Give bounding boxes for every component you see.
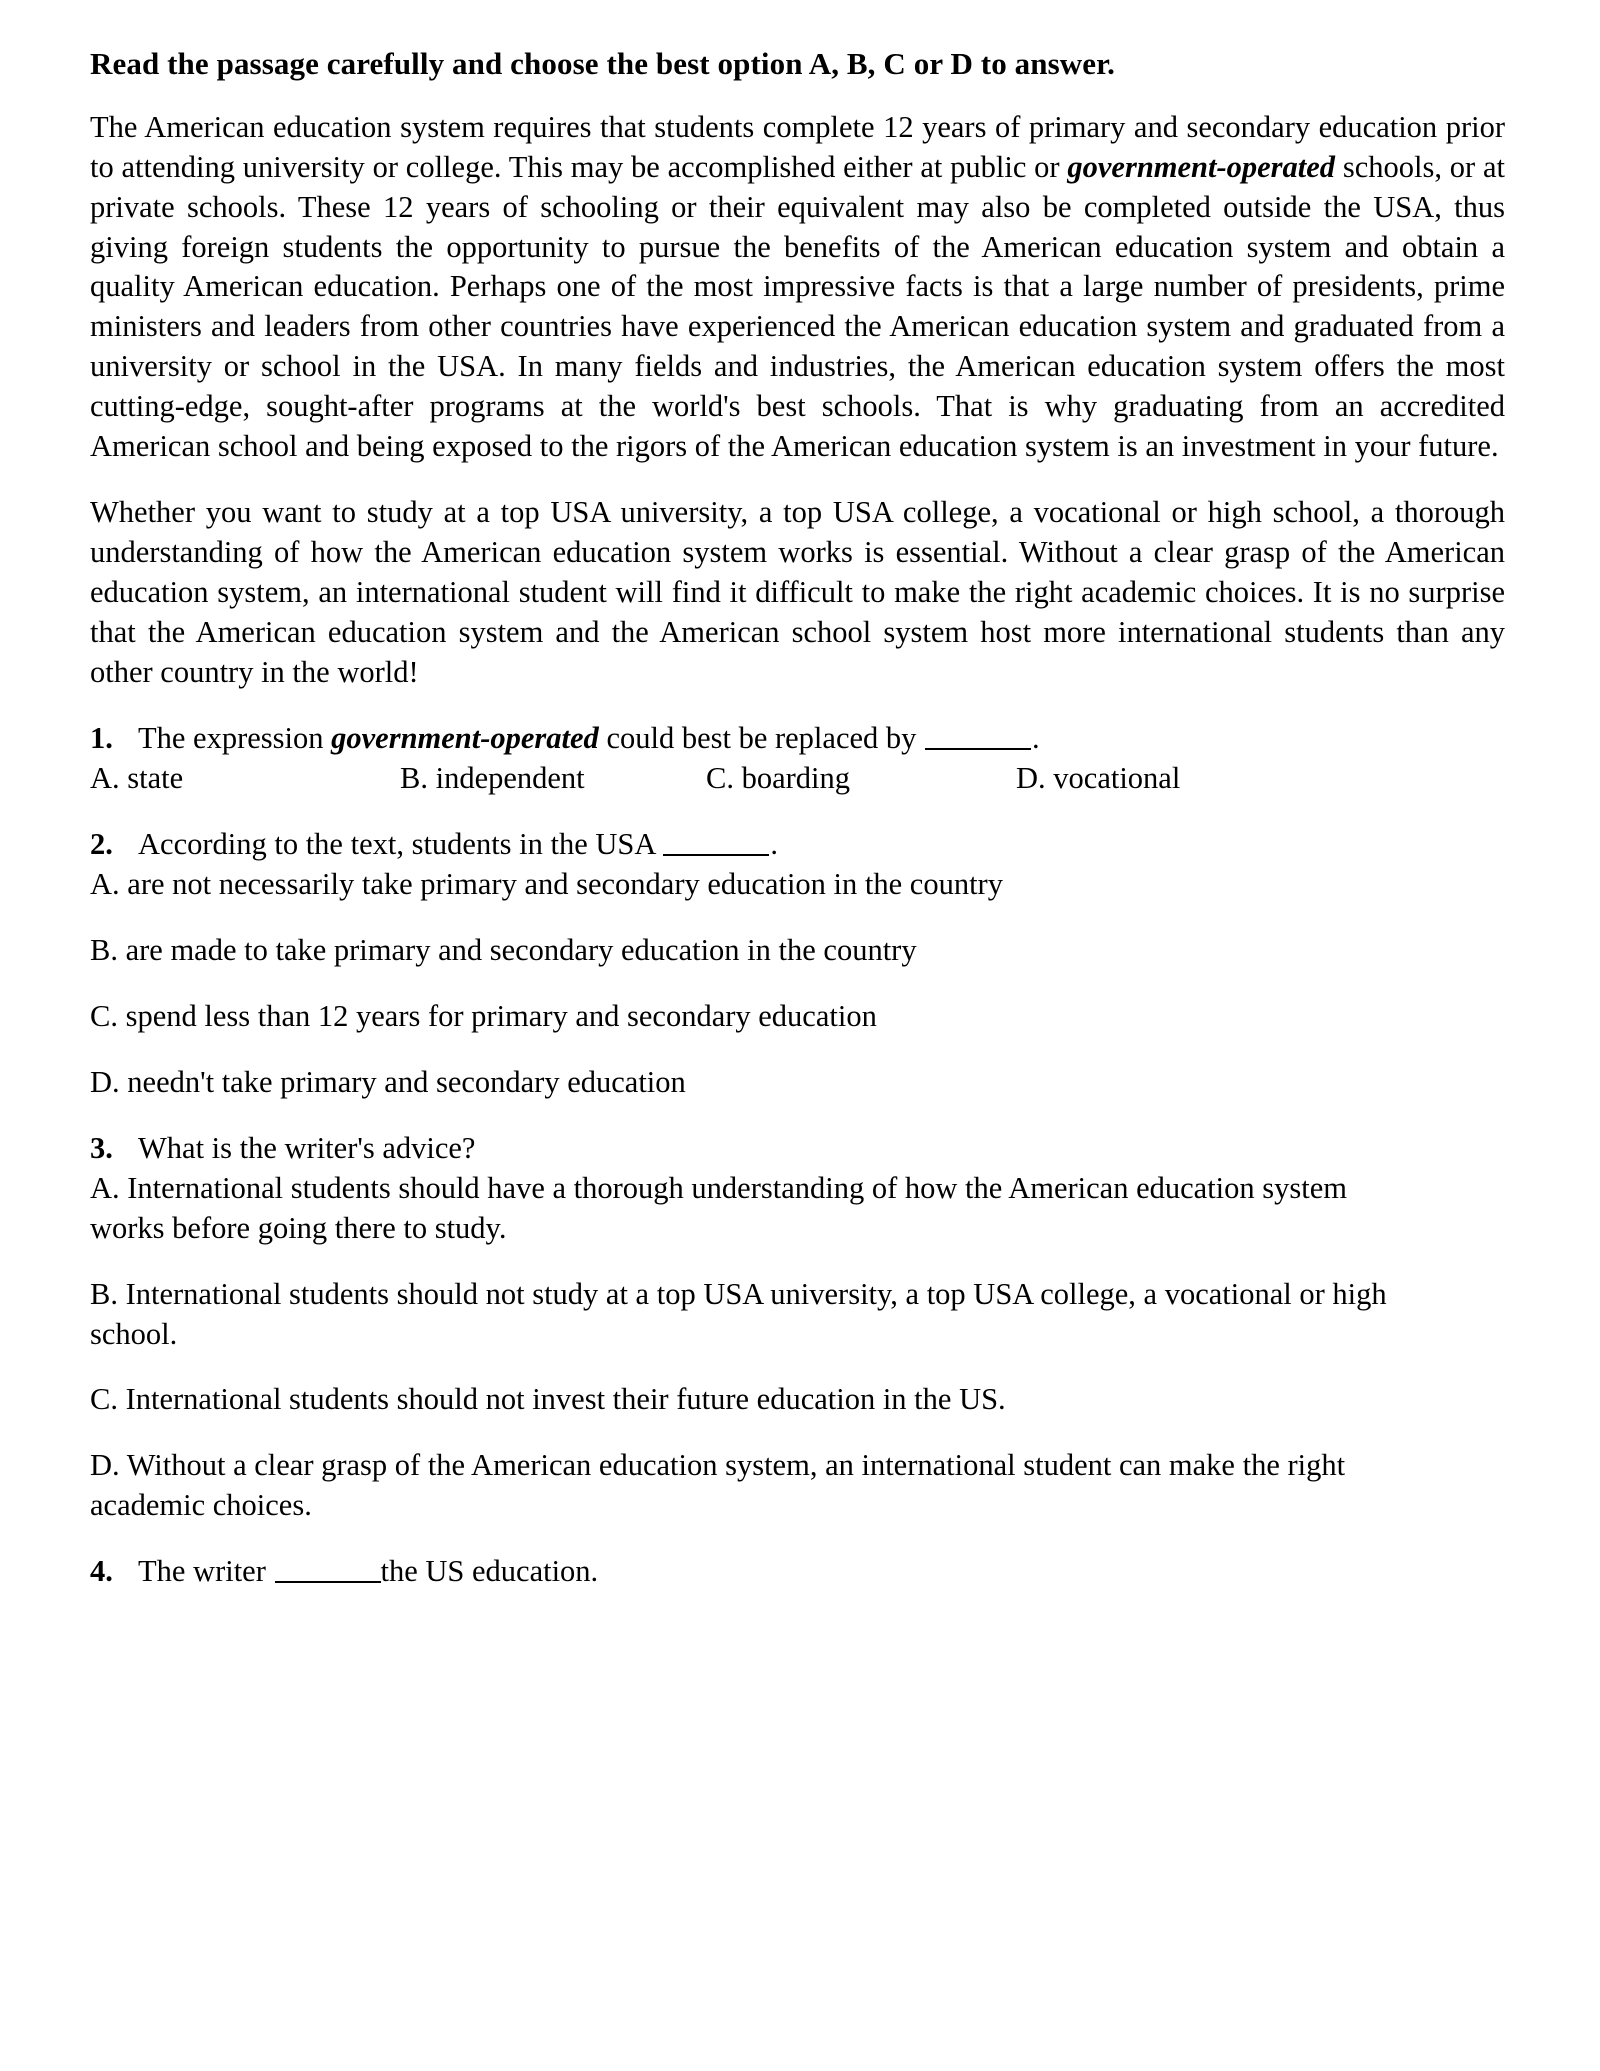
question-1-option-c[interactable]: C. boarding xyxy=(706,760,851,795)
question-3-option-c[interactable]: C. International students should not invest their future education in the US. xyxy=(90,1382,1006,1417)
question-4-text-after: the US education. xyxy=(380,1554,599,1589)
question-3-text: What is the writer's advice? xyxy=(138,1130,476,1165)
question-4-number: 4. xyxy=(90,1554,113,1589)
question-2-text-before: According to the text, students in the USA xyxy=(138,826,663,861)
emphasis-government-operated: government-operated xyxy=(1067,149,1336,184)
question-2-blank[interactable] xyxy=(663,854,769,856)
question-1-number: 1. xyxy=(90,721,113,756)
question-block-3 xyxy=(90,1129,1505,1527)
question-2-text-tail: . xyxy=(770,826,778,861)
question-block-1 xyxy=(90,719,1505,799)
question-1-text-before: The expression xyxy=(138,721,332,756)
question-1-stem xyxy=(90,719,1505,759)
question-block-2 xyxy=(90,825,1505,1103)
passage-1-text-before: The American education system requires that students complete 12 years of primary and secondary education prior to attending university or college. This may be accomplished either at public or xyxy=(90,109,1505,184)
question-1-blank[interactable] xyxy=(925,748,1031,750)
question-1-text-tail: . xyxy=(1032,721,1040,756)
question-4-blank[interactable] xyxy=(275,1581,381,1583)
question-2-option-b[interactable]: B. are made to take primary and secondary education in the country xyxy=(90,932,917,967)
questions-list xyxy=(90,719,1505,1592)
question-1-emphasis: government-operated xyxy=(331,721,599,756)
question-2-option-c[interactable]: C. spend less than 12 years for primary and secondary education xyxy=(90,998,877,1033)
question-3-option-b[interactable]: B. International students should not study at a top USA university, a top USA college, a vocational or high school. xyxy=(90,1276,1387,1351)
passage-2-text: Whether you want to study at a top USA university, a top USA college, a vocational or high school, a thorough understanding of how the American education system works is essential. Without a clear grasp of the American education system, an international student will find it difficult to make the right academic choices. It is no surprise that the American education system and the American school system host more international students than any other country in the world! xyxy=(90,495,1505,690)
question-4-text-before: The writer xyxy=(138,1554,274,1589)
question-1-option-a[interactable]: A. state xyxy=(90,760,184,795)
question-3-option-a[interactable]: A. International students should have a thorough understanding of how the American education system works before going there to study. xyxy=(90,1170,1347,1245)
passage-1-text-after: schools, or at private schools. These 12 years of schooling or their equivalent may also be completed outside the USA, thus giving foreign students the opportunity to pursue the benefits of the American education system and obtain a quality American education. Perhaps one of the most impressive facts is that a large number of presidents, prime ministers and leaders from other countries have experienced the American education system and graduated from a university or school in the USA. In many fields and industries, the American education system offers the most cutting-edge, sought-after programs at the world's best schools. That is why graduating from an accredited American school and being exposed to the rigors of the American education system is an investment in your future. xyxy=(90,149,1505,464)
question-2-option-d[interactable]: D. needn't take primary and secondary education xyxy=(90,1064,686,1099)
question-1-options-row xyxy=(90,759,1505,799)
question-1-option-b[interactable]: B. independent xyxy=(400,760,585,795)
question-2-number: 2. xyxy=(90,826,113,861)
question-block-4 xyxy=(90,1552,1505,1592)
question-1-option-d[interactable]: D. vocational xyxy=(1016,760,1181,795)
question-3-number: 3. xyxy=(90,1130,113,1165)
question-2-stem xyxy=(90,825,1505,865)
question-1-text-after: could best be replaced by xyxy=(598,721,925,756)
question-2-option-a[interactable]: A. are not necessarily take primary and secondary education in the country xyxy=(90,866,1003,901)
question-3-option-d[interactable]: D. Without a clear grasp of the American education system, an international student can make the right academic choices. xyxy=(90,1448,1346,1523)
passage-paragraph-2 xyxy=(90,493,1505,693)
question-3-stem xyxy=(90,1129,1505,1169)
page-title: Read the passage carefully and choose the best option A, B, C or D to answer. xyxy=(90,46,1115,81)
passage-paragraph-1 xyxy=(90,108,1505,468)
question-4-stem xyxy=(90,1552,1505,1592)
